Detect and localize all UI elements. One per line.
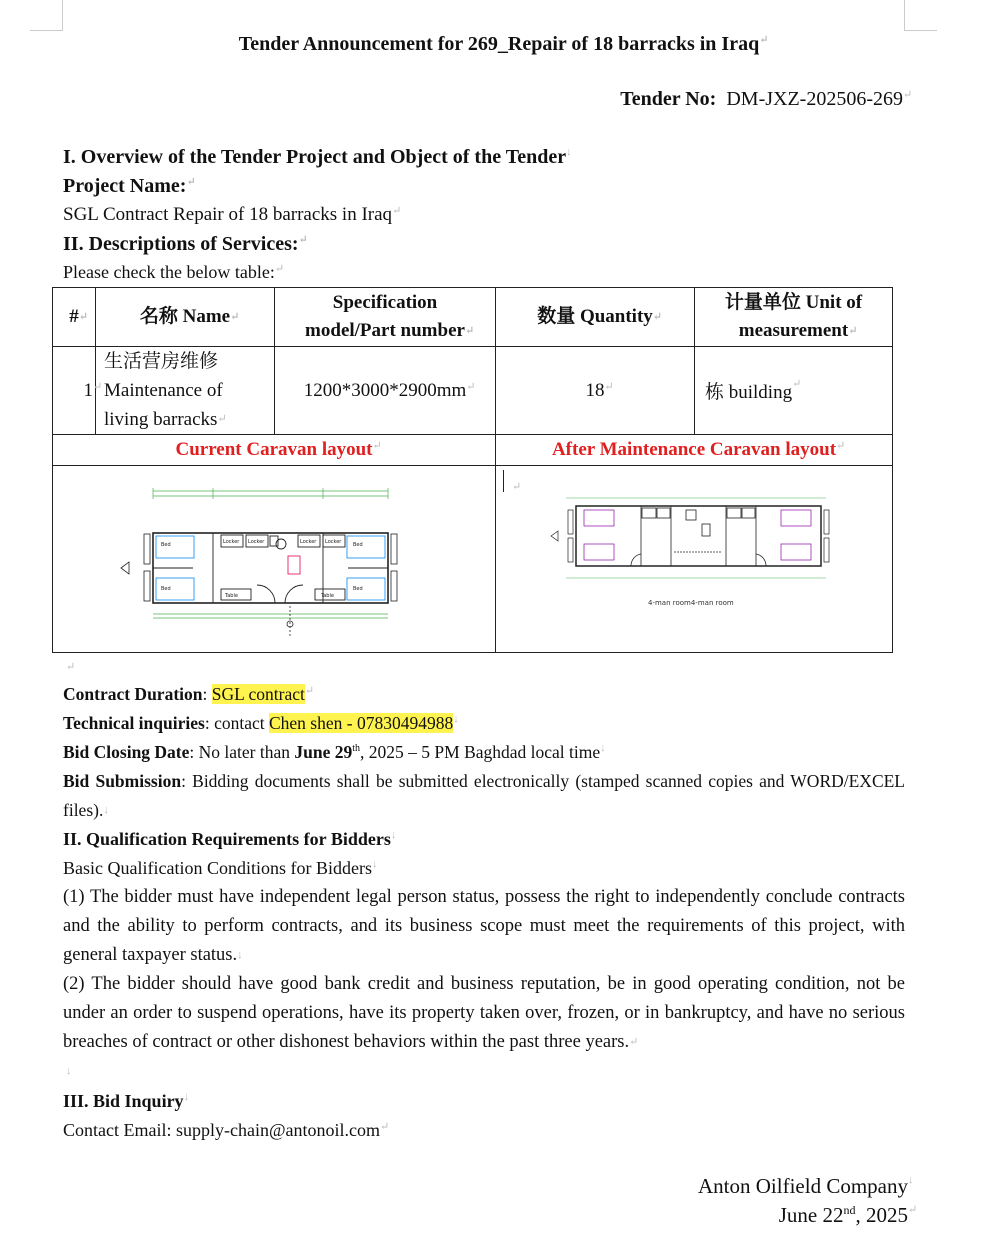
header-name: 名称 Name ↵ (96, 288, 275, 347)
svg-text:Table: Table (225, 593, 238, 599)
row-num: 1 ↵ (53, 347, 96, 435)
project-name: SGL Contract Repair of 18 barracks in Iraq ↵ (63, 204, 402, 225)
after-layout-cell: ↵ 4-man room4-man room (496, 466, 893, 653)
table-header-row (53, 288, 893, 347)
current-caravan-floorplan (53, 466, 493, 646)
svg-text:Locker: Locker (248, 539, 265, 545)
current-layout-cell (53, 466, 496, 653)
text-cursor (503, 470, 504, 492)
svg-text:Bed: Bed (161, 586, 171, 592)
row-qty: 18 ↵ (496, 347, 695, 435)
bid-closing-date: Bid Closing Date: No later than June 29th, 2025 – 5 PM Baghdad local time ↓ (63, 742, 606, 762)
services-table (52, 287, 893, 653)
svg-text:Bed: Bed (161, 542, 171, 548)
svg-text:Locker: Locker (325, 539, 342, 545)
svg-text:Locker: Locker (300, 539, 317, 545)
project-name-label: Project Name: ↵ (63, 175, 196, 197)
header-num: # ↵ (53, 288, 96, 347)
svg-text:Table: Table (321, 593, 334, 599)
tender-number: Tender No: DM-JXZ-202506-269 ↵ (620, 88, 913, 110)
bid-submission: Bid Submission: Bidding documents shall be submitted electronically (stamped scanned copies and WORD/EXCEL files). ↓ (63, 771, 905, 820)
after-layout-caption: 4-man room4-man room (648, 599, 734, 607)
qualification-item-1: (1) The bidder must have independent legal person status, possess the right to independently conclude contracts and the ability to perform contracts, and its business scope must meet the requirements of this project, with general taxpayer status. ↓ (63, 887, 905, 965)
row-name: 生活营房维修 Maintenance of living barracks ↵ (96, 347, 275, 435)
after-caravan-floorplan (496, 466, 892, 646)
svg-text:Locker: Locker (223, 539, 240, 545)
qualification-subheading: Basic Qualification Conditions for Bidders ↓ (63, 858, 378, 878)
current-layout-label: Current Caravan layout ↵ (53, 435, 496, 466)
layout-image-row (53, 466, 893, 653)
header-unit: 计量单位 Unit of measurement ↵ (695, 288, 893, 347)
crop-mark-right (904, 0, 937, 31)
qualification-heading: II. Qualification Requirements for Bidders ↓ (63, 829, 397, 849)
header-spec: Specification model/Part number ↵ (275, 288, 496, 347)
svg-text:Bed: Bed (353, 542, 363, 548)
qualification-item-2: (2) The bidder should have good bank credit and business reputation, be in good operating condition, not be under an order to suspend operations, have its property taken over, frozen, or in bankruptcy, and have no serious breaches of contract or other dishonest behaviors within the past three years. ↵ (63, 974, 905, 1052)
after-layout-label: After Maintenance Caravan layout ↵ (496, 435, 893, 466)
crop-mark-left (30, 0, 63, 31)
section3-heading: III. Bid Inquiry ↓ (63, 1091, 190, 1111)
document-title: Tender Announcement for 269_Repair of 18 barracks in Iraq ↵ (238, 33, 769, 55)
contract-duration: Contract Duration: SGL contract ↵ (63, 684, 315, 704)
signature-date: June 22nd, 2025 ↵ (778, 1203, 918, 1227)
contact-email-link[interactable]: supply-chain@antonoil.com (175, 1120, 381, 1140)
technical-inquiries: Technical inquiries: contact Chen shen - 07830494988 ↓ (63, 713, 459, 733)
svg-text:Bed: Bed (353, 586, 363, 592)
row-spec: 1200*3000*2900mm ↵ (275, 347, 496, 435)
table-intro: Please check the below table: ↵ (63, 262, 285, 282)
layout-caption-row (53, 435, 893, 466)
contact-email: Contact Email: supply-chain@antonoil.com ↵ (63, 1120, 390, 1140)
header-qty: 数量 Quantity ↵ (496, 288, 695, 347)
table-row (53, 347, 893, 435)
section2-heading: II. Descriptions of Services: ↵ (63, 233, 308, 255)
section1-heading: I. Overview of the Tender Project and Object of the Tender ↓ (63, 146, 572, 168)
company-name: Anton Oilfield Company ↓ (698, 1174, 914, 1198)
row-unit: 栋 building ↵ (695, 347, 893, 435)
